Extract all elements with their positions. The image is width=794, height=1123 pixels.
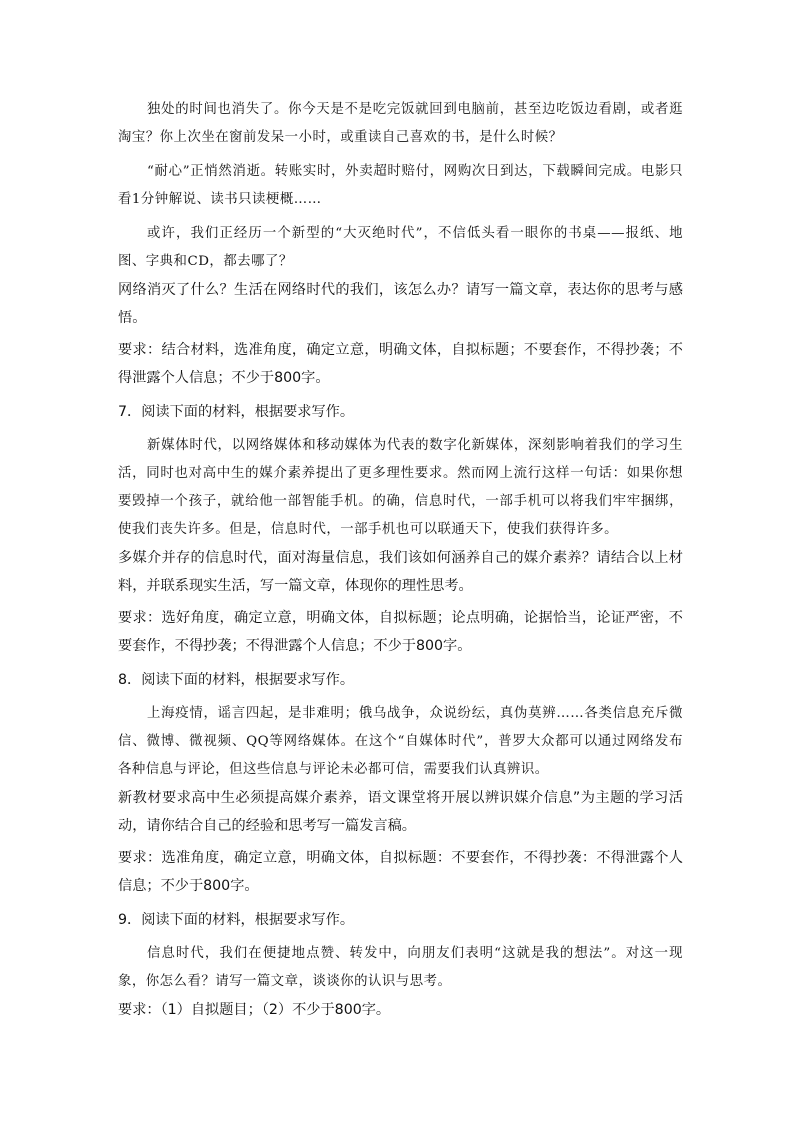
question-9-heading: 9．阅读下面的材料，根据要求写作。 [118, 912, 355, 928]
question-8-material: 上海疫情，谣言四起，是非难明；俄乌战争，众说纷纭，真伪莫辨……各类信息充斥微信、微博、微视频、QQ等网络媒体。在这个“自媒体时代”，普罗大众都可以通过网络发布各种信息与评论，但这些信息与评论未必都可信，需要我们认真辨识。 [118, 706, 683, 777]
requirements-6: 要求：结合材料，选准角度，确定立意，明确文体，自拟标题；不要套作，不得抄袭；不得泄露个人信息；不少于800字。 [118, 342, 683, 386]
question-7-material: 新媒体时代，以网络媒体和移动媒体为代表的数字化新媒体，深刻影响着我们的学习生活，同时也对高中生的媒介素养提出了更多理性要求。然而网上流行这样一句话：如果你想要毁掉一个孩子，就给他一部智能手机。的确，信息时代，一部手机可以将我们牢牢捆绑，使我们丧失许多。但是，信息时代，一部手机也可以联通天下，使我们获得许多。 [118, 438, 683, 537]
document-page [118, 96, 683, 1024]
material-paragraph-3: 或许，我们正经历一个新型的“大灭绝时代”，不信低头看一眼你的书桌——报纸、地图、字典和CD，都去哪了？ [118, 226, 683, 269]
material-paragraph-2: “耐心”正悄然消逝。转账实时，外卖超时赔付，网购次日到达，下载瞬间完成。电影只看1分钟解说、读书只读梗概…… [118, 164, 683, 207]
question-8-requirements: 要求：选准角度，确定立意，明确文体，自拟标题：不要套作，不得抄袭：不得泄露个人信息；不少于800字。 [118, 850, 683, 894]
question-9-material: 信息时代，我们在便捷地点赞、转发中，向朋友们表明“这就是我的想法”。对这一现象，你怎么看？请写一篇文章，谈谈你的认识与思考。 [118, 946, 683, 989]
question-8-heading: 8．阅读下面的材料，根据要求写作。 [118, 672, 355, 688]
question-7-heading: 7．阅读下面的材料，根据要求写作。 [118, 404, 355, 420]
question-7-requirements: 要求：选好角度，确定立意，明确文体，自拟标题；论点明确，论据恰当，论证严密，不要套作，不得抄袭；不得泄露个人信息；不少于800字。 [118, 610, 683, 654]
question-7-task: 多媒介并存的信息时代，面对海量信息，我们该如何涵养自己的媒介素养？请结合以上材料，并联系现实生活，写一篇文章，体现你的理性思考。 [118, 550, 683, 594]
material-paragraph-1: 独处的时间也消失了。你今天是不是吃完饭就回到电脑前，甚至边吃饭边看剧，或者逛淘宝？你上次坐在窗前发呆一小时，或重读自己喜欢的书，是什么时候？ [118, 102, 683, 145]
question-8-task: 新教材要求高中生必须提高媒介素养，语文课堂将开展以辨识媒介信息”为主题的学习活动，请你结合自己的经验和思考写一篇发言稿。 [118, 790, 683, 834]
question-9-requirements: 要求：（1）自拟题目；（2）不少于800字。 [118, 1002, 391, 1018]
task-prompt-6: 网络消灭了什么？生活在网络时代的我们，该怎么办？请写一篇文章，表达你的思考与感悟。 [118, 282, 683, 326]
